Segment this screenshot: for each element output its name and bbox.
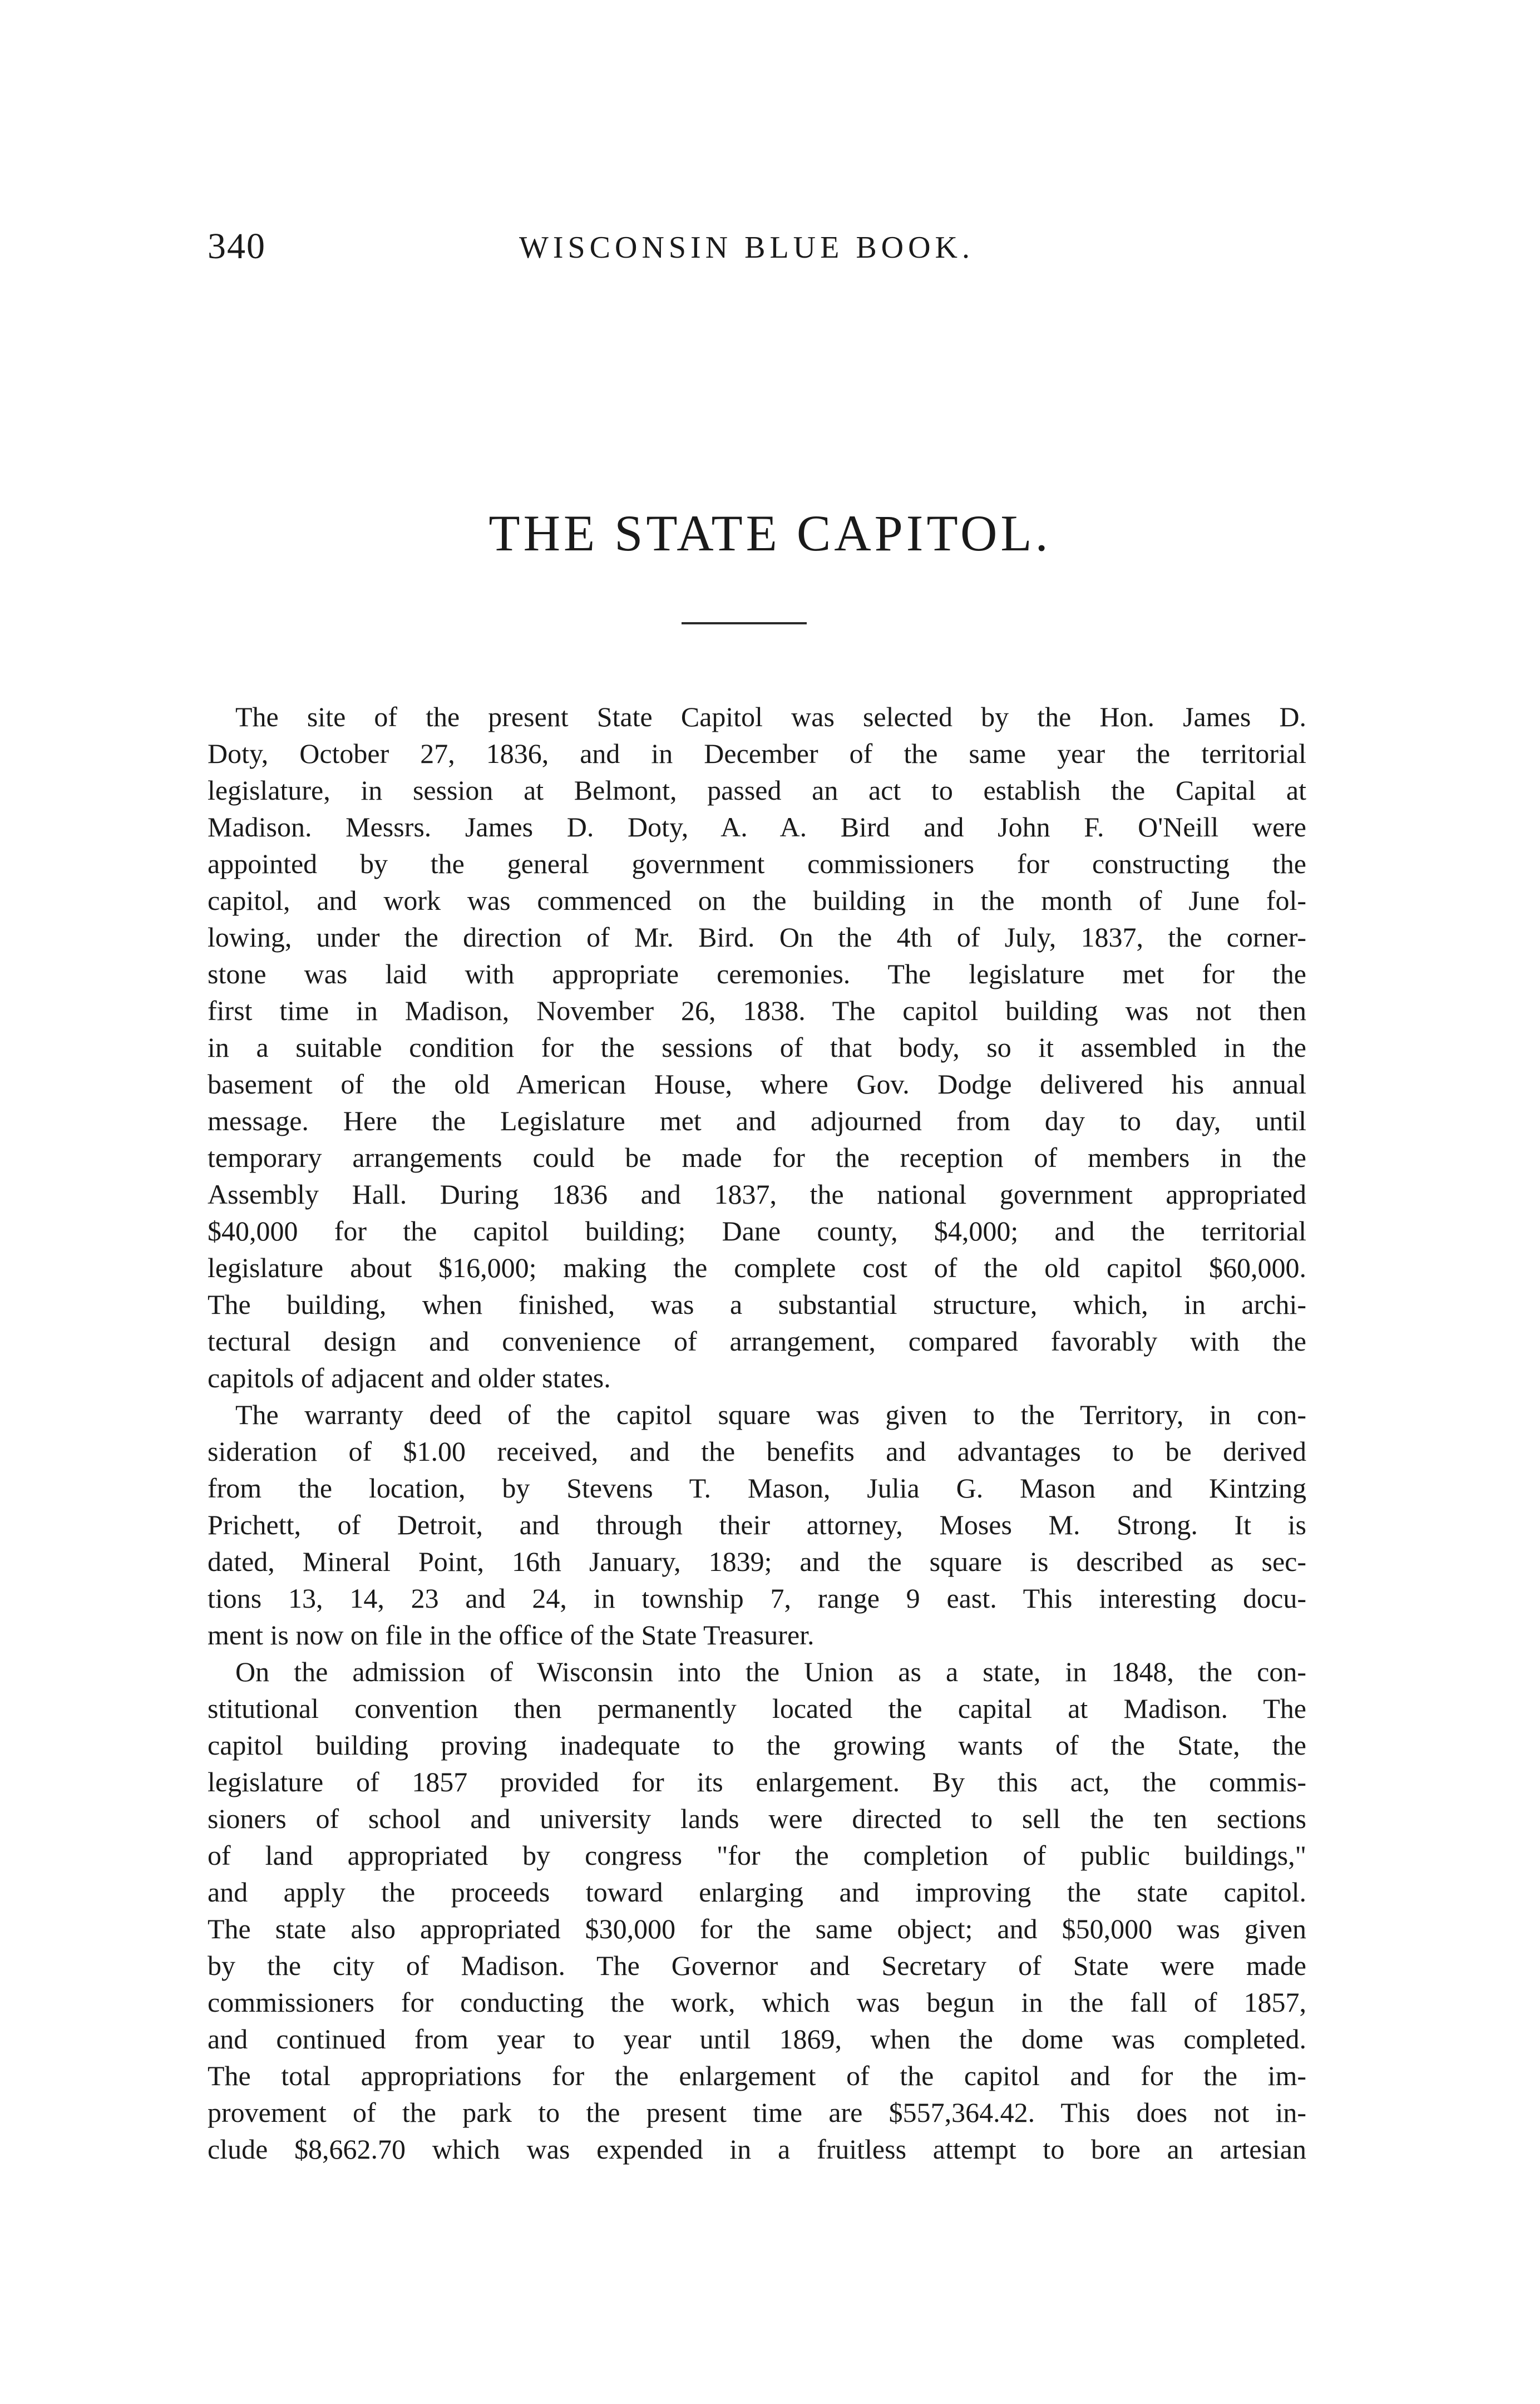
text-line: basement of the old American House, where Gov. Dodge delivered his annual: [208, 1068, 1306, 1100]
text-line: commissioners for conducting the work, which was begun in the fall of 1857,: [208, 1987, 1306, 2018]
title-rule: [682, 622, 807, 624]
text-line: capitol, and work was commenced on the building in the month of June fol-: [208, 885, 1306, 916]
text-line: message. Here the Legislature met and adjourned from day to day, until: [208, 1105, 1306, 1136]
chapter-title: THE STATE CAPITOL.: [488, 505, 1052, 561]
text-line: legislature of 1857 provided for its enlargement. By this act, the commis-: [208, 1766, 1306, 1797]
text-line: sioners of school and university lands were directed to sell the ten sections: [208, 1803, 1306, 1834]
text-line: stitutional convention then permanently located the capital at Madison. The: [208, 1693, 1306, 1724]
text-line: capitol building proving inadequate to the growing wants of the State, the: [208, 1730, 1306, 1761]
text-line: stone was laid with appropriate ceremonies. The legislature met for the: [208, 958, 1306, 989]
text-line: lowing, under the direction of Mr. Bird. On the 4th of July, 1837, the corner-: [208, 922, 1306, 953]
running-title: WISCONSIN BLUE BOOK.: [519, 230, 974, 265]
text-line: dated, Mineral Point, 16th January, 1839; and the square is described as sec-: [208, 1546, 1306, 1577]
text-line: legislature about $16,000; making the complete cost of the old capitol $60,000.: [208, 1252, 1306, 1283]
page-number: 340: [208, 226, 266, 267]
text-line: Doty, October 27, 1836, and in December of the same year the territorial: [208, 738, 1306, 769]
running-head: [208, 225, 1292, 275]
text-line: Madison. Messrs. James D. Doty, A. A. Bird and John F. O'Neill were: [208, 811, 1306, 843]
text-line: from the location, by Stevens T. Mason, Julia G. Mason and Kintzing: [208, 1472, 1306, 1504]
text-line: The state also appropriated $30,000 for the same object; and $50,000 was given: [208, 1913, 1306, 1944]
text-line: clude $8,662.70 which was expended in a fruitless attempt to bore an artesian: [208, 2134, 1306, 2165]
text-line: The warranty deed of the capitol square was given to the Territory, in con-: [235, 1399, 1306, 1430]
text-line: in a suitable condition for the sessions of that body, so it assembled in the: [208, 1032, 1306, 1063]
text-line: tectural design and convenience of arrangement, compared favorably with the: [208, 1326, 1306, 1357]
text-line: The building, when finished, was a substantial structure, which, in archi-: [208, 1289, 1306, 1320]
text-line: temporary arrangements could be made for the reception of members in the: [208, 1142, 1306, 1173]
text-line: and apply the proceeds toward enlarging and improving the state capitol.: [208, 1876, 1306, 1908]
text-line: first time in Madison, November 26, 1838. The capitol building was not then: [208, 995, 1306, 1026]
text-line: appointed by the general government commissioners for constructing the: [208, 848, 1306, 879]
text-line: The total appropriations for the enlargement of the capitol and for the im-: [208, 2060, 1306, 2091]
text-line: tions 13, 14, 23 and 24, in township 7, range 9 east. This interesting docu-: [208, 1583, 1306, 1614]
text-line: ment is now on file in the office of the State Treasurer.: [208, 1619, 815, 1651]
body-text: [208, 698, 1306, 2167]
text-line: of land appropriated by congress "for the completion of public buildings,": [208, 1840, 1306, 1871]
text-line: Prichett, of Detroit, and through their attorney, Moses M. Strong. It is: [208, 1509, 1306, 1540]
text-line: capitols of adjacent and older states.: [208, 1362, 611, 1393]
text-line: The site of the present State Capitol was selected by the Hon. James D.: [235, 701, 1306, 732]
text-line: legislature, in session at Belmont, passed an act to establish the Capital at: [208, 775, 1306, 806]
text-line: $40,000 for the capitol building; Dane county, $4,000; and the territorial: [208, 1215, 1306, 1247]
text-line: Assembly Hall. During 1836 and 1837, the national government appropriated: [208, 1179, 1306, 1210]
text-line: sideration of $1.00 received, and the benefits and advantages to be derived: [208, 1436, 1306, 1467]
text-line: provement of the park to the present time are $557,364.42. This does not in-: [208, 2097, 1306, 2128]
text-line: On the admission of Wisconsin into the Union as a state, in 1848, the con-: [235, 1656, 1306, 1687]
text-line: and continued from year to year until 1869, when the dome was completed.: [208, 2023, 1306, 2055]
text-line: by the city of Madison. The Governor and Secretary of State were made: [208, 1950, 1306, 1981]
